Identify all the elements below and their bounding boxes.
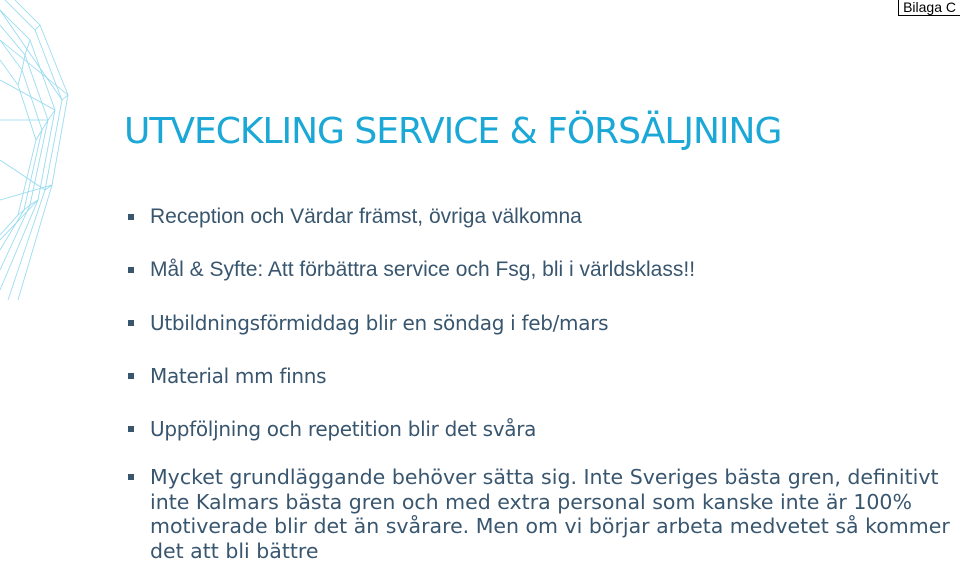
square-bullet-icon bbox=[128, 320, 134, 326]
list-item bbox=[128, 359, 954, 393]
slide-title: UTVECKLING SERVICE & FÖRSÄLJNING bbox=[124, 111, 782, 152]
list-item-text: Material mm finns bbox=[150, 364, 327, 388]
list-item bbox=[128, 253, 954, 287]
list-item-text: Mycket grundläggande behöver sätta sig. Inte Sveriges bästa gren, definitivt inte Kalmars bästa gren och med extra personal som kanske inte är 100% motiverade blir det än svårare. Men om vi börjar arbeta medvetet så kommer det att bli bättre bbox=[150, 465, 950, 563]
bullet-list bbox=[128, 200, 954, 581]
square-bullet-icon bbox=[128, 426, 134, 432]
list-item bbox=[128, 465, 954, 563]
list-item-text: Reception och Värdar främst, övriga välkomna bbox=[150, 205, 582, 228]
list-item bbox=[128, 412, 954, 446]
wireframe-mesh-graphic bbox=[0, 0, 80, 300]
square-bullet-icon bbox=[128, 373, 134, 379]
list-item-text: Uppföljning och repetition blir det svåra bbox=[150, 417, 537, 441]
square-bullet-icon bbox=[128, 474, 134, 480]
list-item-text: Mål & Syfte: Att förbättra service och Fsg, bli i världsklass!! bbox=[150, 258, 696, 281]
appendix-tag: Bilaga C bbox=[898, 0, 960, 16]
list-item-text: Utbildningsförmiddag blir en söndag i feb/mars bbox=[150, 311, 609, 335]
list-item bbox=[128, 200, 954, 234]
list-item bbox=[128, 306, 954, 340]
square-bullet-icon bbox=[128, 267, 134, 273]
square-bullet-icon bbox=[128, 214, 134, 220]
